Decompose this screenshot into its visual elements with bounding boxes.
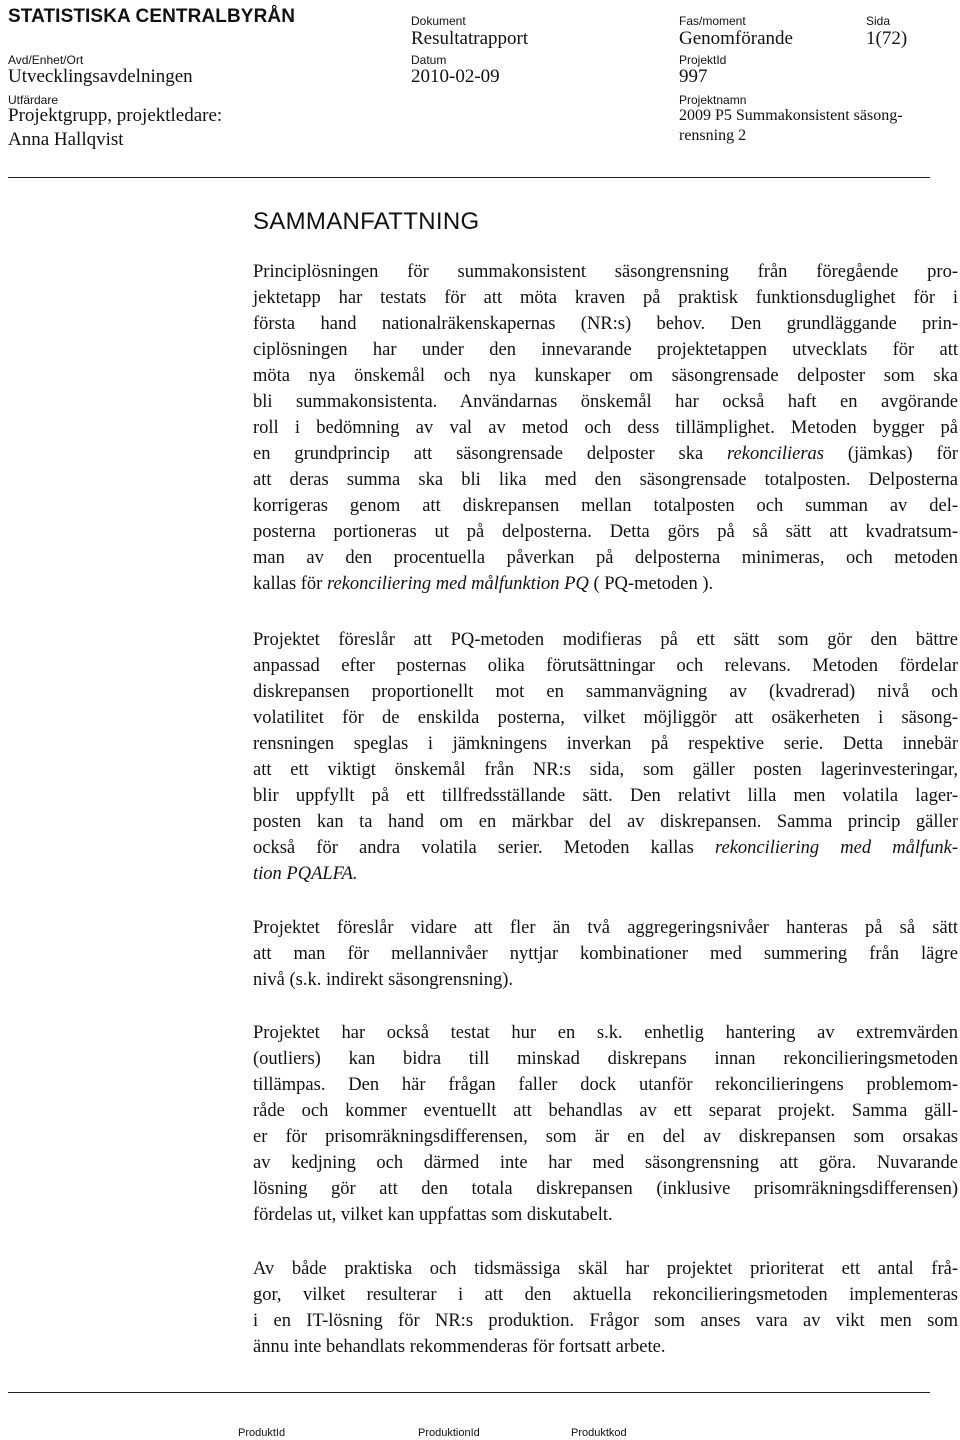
date-value: 2010-02-09 [411, 66, 500, 87]
paragraph-line: att ett viktigt önskemål från NR:s sida, som gäller posten lagerinvesteringar, [253, 760, 958, 780]
paragraph-line: Av både praktiska och tidsmässiga skäl har projektet prioriterat ett antal frå- [253, 1259, 958, 1279]
issuer-value-line2: Anna Hallqvist [8, 129, 124, 150]
paragraph-line: möta nya önskemål och nya kunskaper om säsongrensade delposter som ska [253, 366, 958, 386]
paragraph-line: anpassad efter posternas olika förutsättningar och relevans. Metoden fördelar [253, 656, 958, 676]
paragraph-line: lösning gör att den totala diskrepansen (inklusive prisomräkningsdifferensen) [253, 1179, 958, 1199]
project-id-label: ProjektId [679, 53, 727, 67]
paragraph-line: bli summakonsistenta. Användarnas önskemål har också haft en avgörande [253, 392, 958, 412]
issuer-label: Utfärdare [8, 93, 59, 107]
project-name-label: Projektnamn [679, 93, 747, 107]
paragraph-line: en grundprincip att säsongrensade delposter ska rekoncilieras (jämkas) för [253, 444, 959, 464]
phase-label: Fas/moment [679, 14, 746, 28]
paragraph-line: er för prisomräkningsdifferensen, som är en del av diskrepansen som orsakas [253, 1127, 958, 1147]
paragraph-line: (outliers) kan bidra till minskad diskrepans innan rekoncilieringsmetoden [253, 1049, 958, 1069]
unit-label: Avd/Enhet/Ort [8, 53, 84, 67]
paragraph-line: fördelas ut, vilket kan uppfattas som diskutabelt. [253, 1205, 613, 1225]
paragraph-line: tillämpas. Den här frågan faller dock utanför rekoncilieringens problemom- [253, 1075, 958, 1095]
paragraph-line: blir uppfyllt på ett tillfredsställande sätt. Den relativt lilla men volatila lager- [253, 786, 958, 806]
footer-production-id: ProduktionId [418, 1427, 480, 1439]
paragraph-line: rensningen speglas i jämkningens inverkan på respektive serie. Detta innebär [253, 734, 958, 754]
unit-value: Utvecklingsavdelningen [8, 66, 193, 87]
paragraph-line: ciplösningen har under den innevarande projektetappen utvecklats för att [253, 340, 958, 360]
paragraph-2 [253, 627, 958, 887]
paragraph-line: ännu inte behandlats rekommenderas för fortsatt arbete. [253, 1337, 666, 1357]
page-value: 1(72) [866, 28, 908, 49]
date-label: Datum [411, 53, 447, 67]
paragraph-line: tion PQALFA. [253, 864, 358, 884]
footer-product-id: ProduktId [238, 1427, 286, 1439]
paragraph-line: Projektet föreslår vidare att fler än två aggregeringsnivåer hanteras på så sätt [253, 918, 958, 938]
paragraph-5 [253, 1256, 958, 1360]
page-label: Sida [866, 14, 891, 28]
document-value: Resultatrapport [411, 28, 529, 49]
project-name-line1: 2009 P5 Summakonsistent säsong- [679, 107, 903, 124]
project-name-line2: rensning 2 [679, 127, 747, 144]
paragraph-line: volatilitet för de enskilda posterna, vilket möjliggör att osäkerheten i säsong- [253, 708, 958, 728]
paragraph-line: korrigeras genom att diskrepansen mellan totalposten och summan av del- [253, 496, 958, 516]
paragraph-line: att deras summa ska bli lika med den säsongrensade totalposten. Delposterna [253, 470, 958, 490]
paragraph-line: Projektet föreslår att PQ-metoden modifieras på ett sätt som gör den bättre [253, 630, 958, 650]
paragraph-line: av kedjning och därmed inte har med säsongrensning att göra. Nuvarande [253, 1153, 958, 1173]
paragraph-line: första hand nationalräkenskapernas (NR:s) behov. Den grundläggande prin- [253, 314, 958, 334]
paragraph-line: också för andra volatila serier. Metoden kallas rekonciliering med målfunk- [253, 838, 959, 858]
issuer-value-line1: Projektgrupp, projektledare: [8, 105, 223, 126]
paragraph-line: roll i bedömning av val av metod och dess tillämplighet. Metoden bygger på [253, 418, 958, 438]
paragraph-1 [253, 259, 958, 597]
paragraph-3 [253, 915, 958, 993]
paragraph-line: Projektet har också testat hur en s.k. enhetlig hantering av extremvärden [253, 1023, 958, 1043]
paragraph-line: råde och kommer eventuellt att behandlas av ett separat projekt. Samma gäll- [253, 1101, 958, 1121]
phase-value: Genomförande [679, 28, 793, 49]
paragraph-line: diskrepansen proportionellt mot en sammanvägning av (kvadrerad) nivå och [253, 682, 958, 702]
footer-product-code: Produktkod [571, 1427, 627, 1439]
footer-divider [8, 1392, 930, 1393]
paragraph-line: jektetapp har testats för att möta kraven på praktisk funktionsduglighet för i [253, 288, 958, 308]
organization-name: STATISTISKA CENTRALBYRÅN [8, 6, 296, 27]
header-divider [8, 177, 930, 178]
paragraph-line: posten kan ta hand om en märkbar del av diskrepansen. Samma princip gäller [253, 812, 958, 832]
paragraph-line: nivå (s.k. indirekt säsongrensning). [253, 970, 513, 990]
paragraph-4 [253, 1020, 958, 1228]
paragraph-line: man av den procentuella påverkan på delposterna minimeras, och metoden [253, 548, 958, 568]
paragraph-line: Principlösningen för summakonsistent säsongrensning från föregående pro- [253, 262, 958, 282]
project-id-value: 997 [679, 66, 708, 87]
paragraph-line: i en IT-lösning för NR:s produktion. Frågor som anses vara av vikt men som [253, 1311, 958, 1331]
paragraph-line: att man för mellannivåer nyttjar kombinationer med summering från lägre [253, 944, 958, 964]
paragraph-line: gor, vilket resulterar i att den aktuella rekoncilieringsmetoden implementeras [253, 1285, 958, 1305]
paragraph-line: posterna portioneras ut på delposterna. Detta görs på så sätt att kvadratsum- [253, 522, 958, 542]
document-label: Dokument [411, 14, 466, 28]
section-title: SAMMANFATTNING [253, 208, 480, 235]
paragraph-line: kallas för rekonciliering med målfunktion PQ ( PQ-metoden ). [253, 574, 714, 594]
